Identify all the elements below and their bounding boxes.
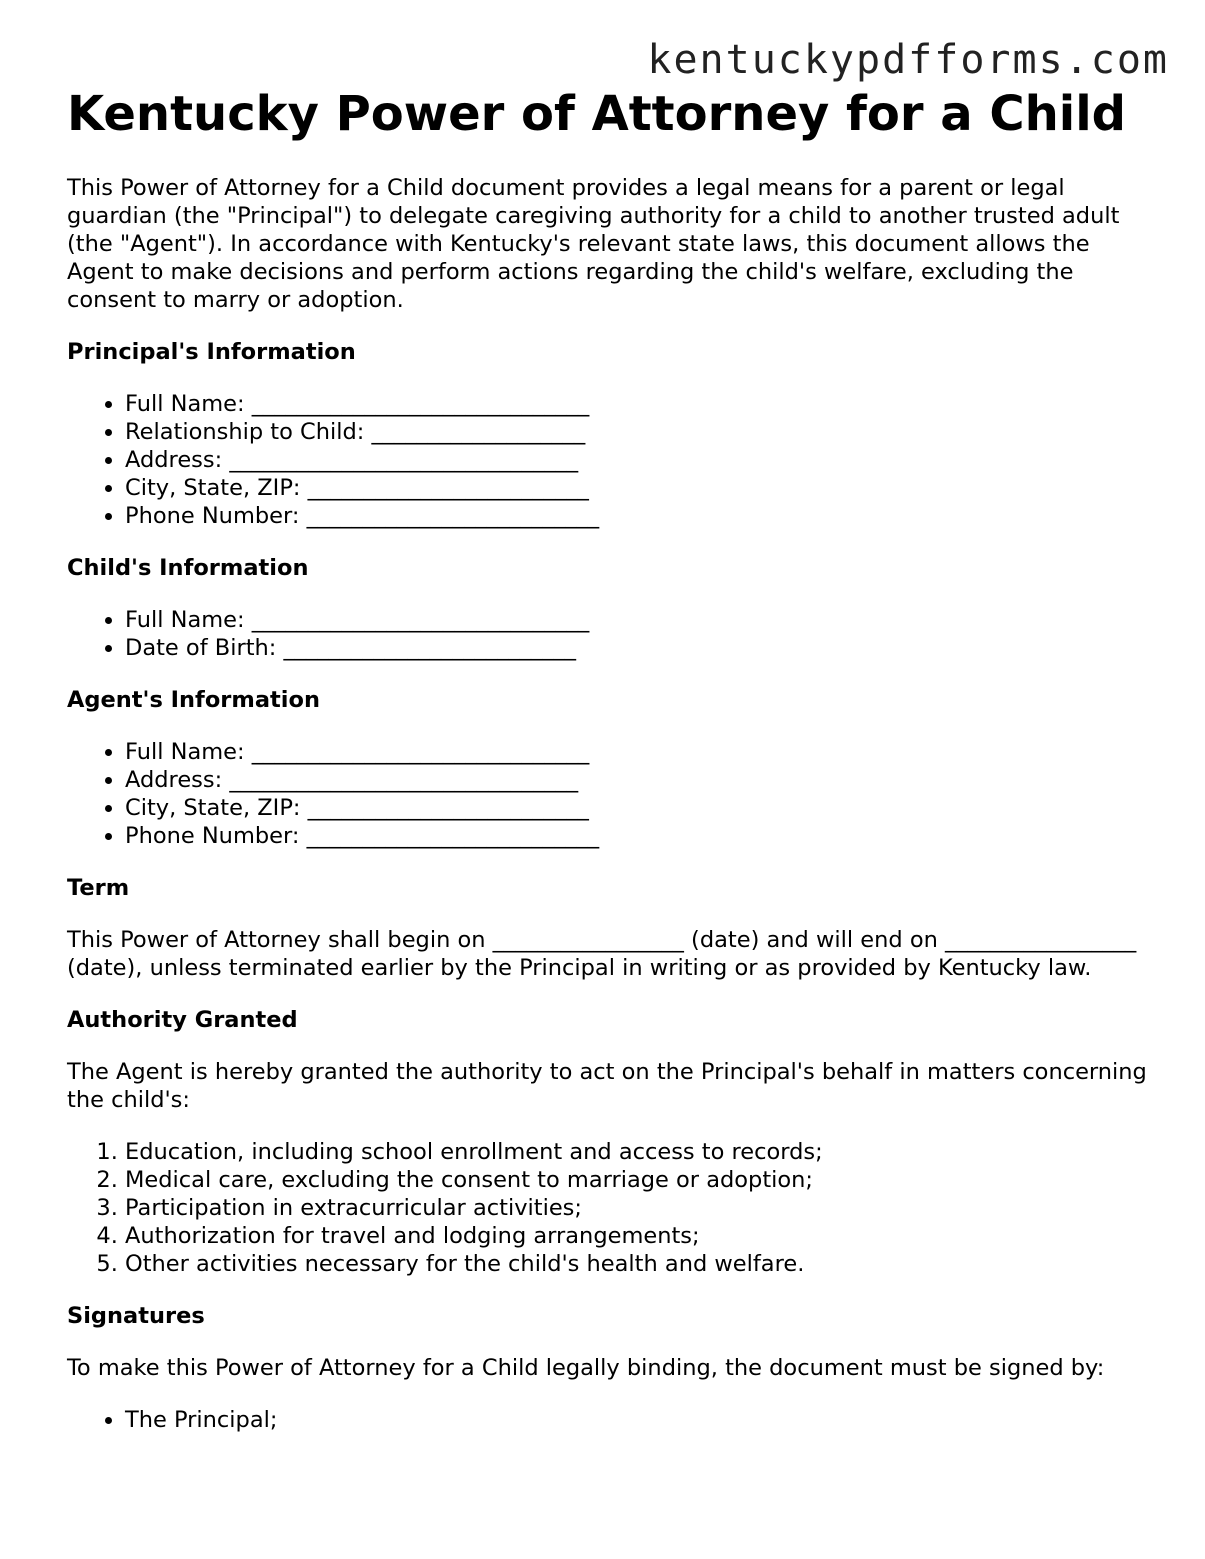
child-field-list <box>67 606 1147 662</box>
document-page <box>67 86 1147 1434</box>
term-heading: Term <box>67 875 130 901</box>
principal-field-list <box>67 390 1147 530</box>
signatures-paragraph: To make this Power of Attorney for a Child legally binding, the document must be signed by: <box>67 1355 1105 1381</box>
term-paragraph: This Power of Attorney shall begin on _________________ (date) and will end on _________________ (date), unless terminated earlier by the Principal in writing or as provided by Kentucky law. <box>67 927 1137 981</box>
principal-city-state-zip-field: • City, State, ZIP: _________________________ <box>125 474 1147 502</box>
principal-full-name-field: • Full Name: ______________________________ <box>125 390 1147 418</box>
authority-item-extracurricular: 3. Participation in extracurricular activities; <box>125 1194 1147 1222</box>
authority-heading: Authority Granted <box>67 1007 298 1033</box>
authority-list <box>67 1138 1147 1278</box>
document-title: Kentucky Power of Attorney for a Child <box>67 86 1126 142</box>
principal-address-field: • Address: _______________________________ <box>125 446 1147 474</box>
authority-paragraph: The Agent is hereby granted the authority to act on the Principal's behalf in matters concerning the child's: <box>67 1059 1147 1113</box>
principal-phone-field: • Phone Number: __________________________ <box>125 502 1147 530</box>
intro-paragraph: This Power of Attorney for a Child document provides a legal means for a parent or legal guardian (the "Principal") to delegate caregiving authority for a child to another trusted adult (the "Agent"). In accordance with Kentucky's relevant state laws, this document allows the Agent to make decisions and perform actions regarding the child's welfare, excluding the consent to marry or adoption. <box>67 175 1120 313</box>
site-watermark: kentuckypdfforms.com <box>647 37 1169 83</box>
signatures-heading: Signatures <box>67 1303 205 1329</box>
authority-item-education: 1. Education, including school enrollment and access to records; <box>125 1138 1147 1166</box>
child-heading: Child's Information <box>67 555 309 581</box>
agent-full-name-field: • Full Name: ______________________________ <box>125 738 1147 766</box>
principal-relationship-field: • Relationship to Child: ___________________ <box>125 418 1147 446</box>
agent-address-field: • Address: _______________________________ <box>125 766 1147 794</box>
principal-heading: Principal's Information <box>67 339 356 365</box>
child-date-of-birth-field: • Date of Birth: __________________________ <box>125 634 1147 662</box>
child-full-name-field: • Full Name: ______________________________ <box>125 606 1147 634</box>
signatures-item-principal: • The Principal; <box>125 1406 1147 1434</box>
agent-field-list <box>67 738 1147 850</box>
agent-phone-field: • Phone Number: __________________________ <box>125 822 1147 850</box>
agent-city-state-zip-field: • City, State, ZIP: _________________________ <box>125 794 1147 822</box>
authority-item-travel: 4. Authorization for travel and lodging arrangements; <box>125 1222 1147 1250</box>
agent-heading: Agent's Information <box>67 687 320 713</box>
signatures-list <box>67 1406 1147 1434</box>
authority-item-medical: 2. Medical care, excluding the consent to marriage or adoption; <box>125 1166 1147 1194</box>
authority-item-other: 5. Other activities necessary for the child's health and welfare. <box>125 1250 1147 1278</box>
